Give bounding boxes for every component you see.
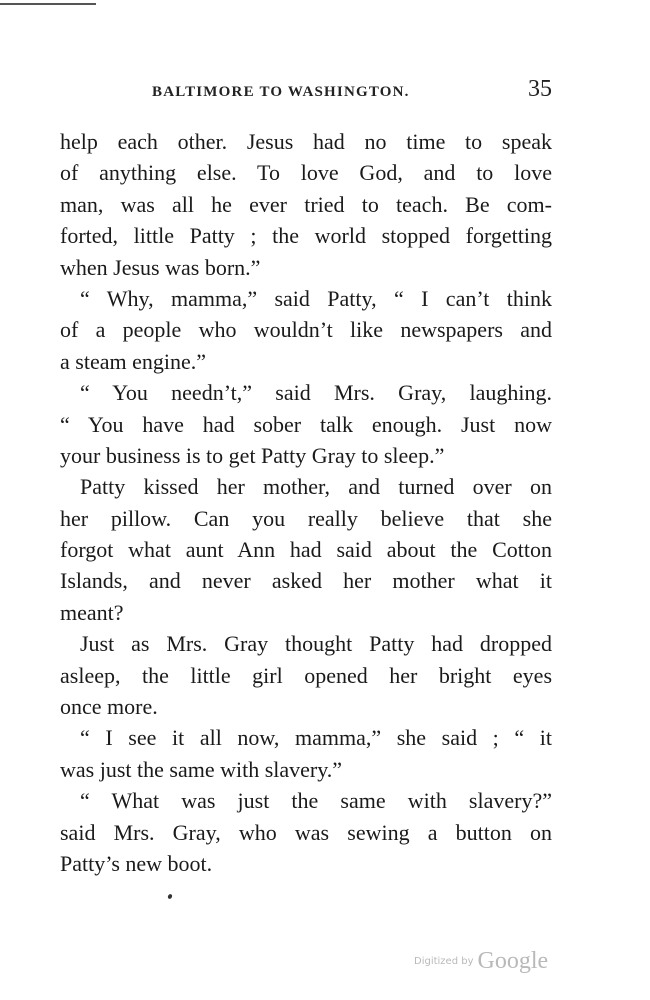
text-line: “ You have had sober talk enough. Just now xyxy=(60,411,552,437)
text-line: of anything else. To love God, and to love xyxy=(60,160,552,186)
running-title: BALTIMORE TO WASHINGTON. xyxy=(152,84,410,100)
text-line: a steam engine.” xyxy=(60,348,206,374)
text-line: when Jesus was born.” xyxy=(60,254,261,280)
text-line: forted, little Patty ; the world stopped forgetting xyxy=(60,223,552,249)
text-line: “ What was just the same with slavery?” xyxy=(80,788,552,814)
ink-speck xyxy=(167,893,173,899)
page-header xyxy=(60,76,552,110)
page-number: 35 xyxy=(528,76,552,102)
text-line: “ I see it all now, mamma,” she said ; “ it xyxy=(80,725,552,751)
text-line: your business is to get Patty Gray to sleep.” xyxy=(60,442,445,468)
text-line: forgot what aunt Ann had said about the Cotton xyxy=(60,537,552,563)
text-line: Just as Mrs. Gray thought Patty had dropped xyxy=(80,631,552,657)
text-line: meant? xyxy=(60,599,124,625)
watermark-brand: Google xyxy=(477,948,549,974)
text-line: her pillow. Can you really believe that she xyxy=(60,505,552,531)
text-line: Patty’s new boot. xyxy=(60,850,213,876)
text-line: help each other. Jesus had no time to speak xyxy=(60,129,552,154)
text-line: Islands, and never asked her mother what it xyxy=(60,568,552,594)
text-line: was just the same with slavery.” xyxy=(60,756,343,782)
body-text xyxy=(60,126,552,879)
text-line: man, was all he ever tried to teach. Be com- xyxy=(60,191,552,217)
text-line: once more. xyxy=(60,694,158,720)
text-line: of a people who wouldn’t like newspapers and xyxy=(60,317,552,343)
corner-rule xyxy=(0,3,96,5)
digitized-watermark xyxy=(414,948,548,975)
text-line: “ Why, mamma,” said Patty, “ I can’t think xyxy=(80,285,552,311)
text-line: Patty kissed her mother, and turned over on xyxy=(80,474,552,500)
text-line: asleep, the little girl opened her bright eyes xyxy=(60,662,552,688)
watermark-prefix: Digitized by xyxy=(414,956,474,967)
text-line: said Mrs. Gray, who was sewing a button on xyxy=(60,819,552,845)
text-line: “ You needn’t,” said Mrs. Gray, laughing. xyxy=(80,380,552,406)
